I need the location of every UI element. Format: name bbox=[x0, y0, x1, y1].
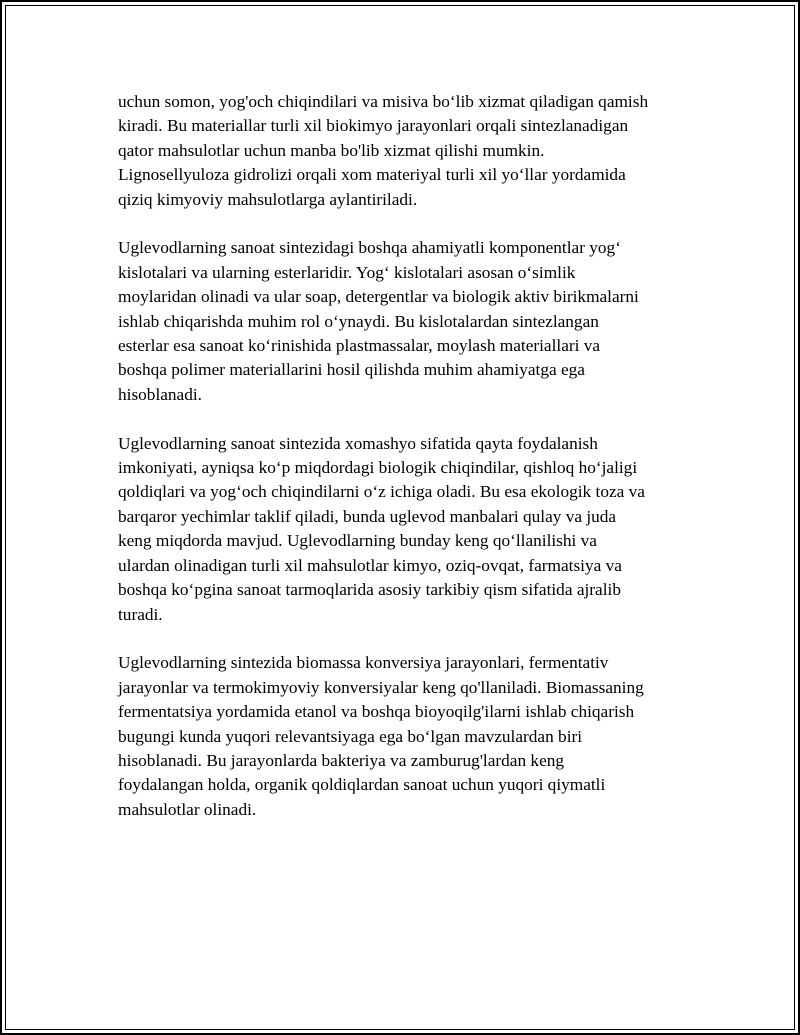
document-body bbox=[118, 90, 698, 847]
text-line: uchun somon, yog'och chiqindilari va misiva bo‘lib xizmat qiladigan qamish bbox=[118, 92, 649, 111]
text-line: turadi. bbox=[118, 604, 163, 624]
text-line: Uglevodlarning sanoat sintezida xomashyo sifatida qayta foydalanish bbox=[118, 433, 598, 453]
text-line: qoldiqlari va yog‘och chiqindilarni o‘z ichiga oladi. Bu esa ekologik toza va bbox=[118, 482, 645, 502]
text-line: bugungi kunda yuqori relevantsiyaga ega bo‘lgan mavzulardan biri bbox=[118, 726, 583, 746]
text-line: Uglevodlarning sanoat sintezidagi boshqa ahamiyatli komponentlar yog‘ bbox=[118, 238, 621, 258]
text-line: foydalangan holda, organik qoldiqlardan sanoat uchun yuqori qiymatli bbox=[118, 775, 606, 795]
text-line: boshqa ko‘pgina sanoat tarmoqlarida asosiy tarkibiy qism sifatida ajralib bbox=[118, 580, 621, 600]
text-line: keng miqdorda mavjud. Uglevodlarning bunday keng qo‘llanilishi va bbox=[118, 531, 597, 551]
text-line: boshqa polimer materiallarini hosil qilishda muhim ahamiyatga ega bbox=[118, 360, 585, 380]
text-line: moylaridan olinadi va ular soap, detergentlar va biologik aktiv birikmalarni bbox=[118, 287, 639, 307]
text-line: kiradi. Bu materiallar turli xil biokimyo jarayonlari orqali sintezlanadigan bbox=[118, 116, 629, 136]
paragraph-1 bbox=[118, 90, 698, 212]
text-line: hisoblanadi. Bu jarayonlarda bakteriya va zamburug'lardan keng bbox=[118, 750, 565, 770]
text-line: kislotalari va ularning esterlaridir. Yog‘ kislotalari asosan o‘simlik bbox=[118, 262, 576, 282]
paragraph-3 bbox=[118, 432, 698, 627]
paragraph-4 bbox=[118, 651, 698, 822]
text-line: hisoblanadi. bbox=[118, 384, 202, 404]
text-line: imkoniyati, ayniqsa ko‘p miqdordagi biologik chiqindilar, qishloq ho‘jaligi bbox=[118, 458, 638, 478]
text-line: qator mahsulotlar uchun manba bo'lib xizmat qilishi mumkin. bbox=[118, 140, 545, 160]
text-line: mahsulotlar olinadi. bbox=[118, 799, 257, 819]
text-line: Lignosellyuloza gidrolizi orqali xom materiyal turli xil yo‘llar yordamida bbox=[118, 165, 626, 185]
text-line: Uglevodlarning sintezida biomassa konversiya jarayonlari, fermentativ bbox=[118, 653, 609, 673]
text-line: esterlar esa sanoat ko‘rinishida plastmassalar, moylash materiallari va bbox=[118, 336, 601, 356]
text-line: barqaror yechimlar taklif qiladi, bunda uglevod manbalari qulay va juda bbox=[118, 506, 617, 526]
text-line: fermentatsiya yordamida etanol va boshqa bioyoqilg'ilarni ishlab chiqarish bbox=[118, 702, 635, 722]
text-line: ulardan olinadigan turli xil mahsulotlar kimyo, oziq-ovqat, farmatsiya va bbox=[118, 555, 622, 575]
text-line: qiziq kimyoviy mahsulotlarga aylantiriladi. bbox=[118, 189, 418, 209]
paragraph-2 bbox=[118, 236, 698, 407]
text-line: jarayonlar va termokimyoviy konversiyalar keng qo'llaniladi. Biomassaning bbox=[118, 677, 644, 697]
text-line: ishlab chiqarishda muhim rol o‘ynaydi. Bu kislotalardan sintezlangan bbox=[118, 311, 599, 331]
